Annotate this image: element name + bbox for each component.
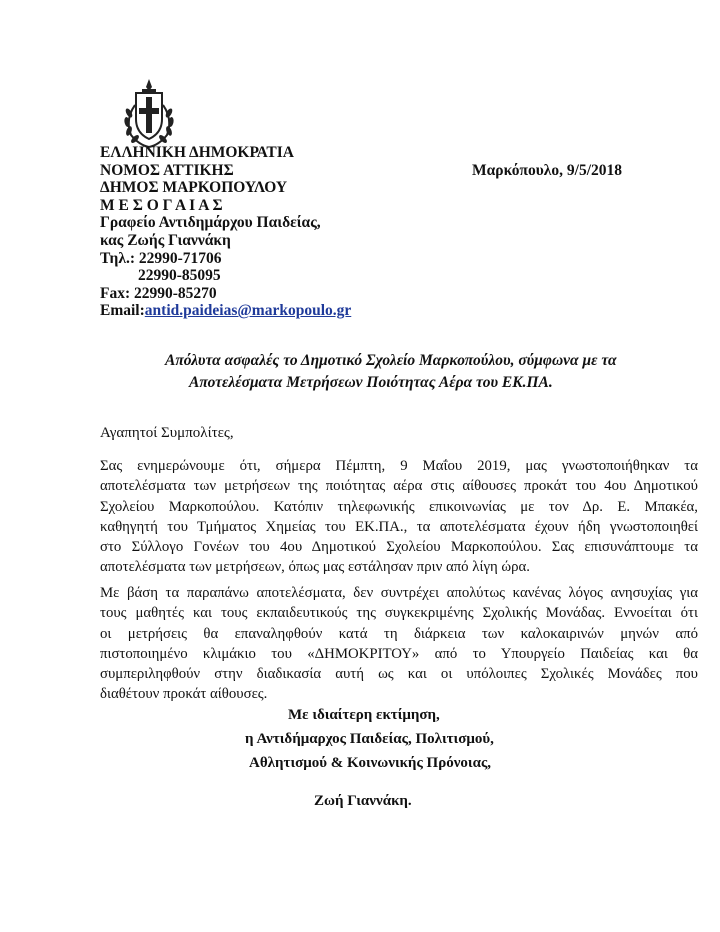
email-link[interactable]: antid.paideias@markopoulo.gr [144, 302, 352, 320]
paragraph-line: στο Σύλλογο Γονέων του 4ου Δημοτικού Σχολείου Μαρκοπούλου. Σας επισυνάπτουμε τα [100, 539, 698, 556]
email-label: Email: [100, 302, 145, 320]
sender-header [100, 144, 351, 320]
signature-role: η Αντιδήμαρχος Παιδείας, Πολιτισμού, [245, 731, 494, 747]
signature-role-continued: Αθλητισμού & Κοινωνικής Πρόνοιας, [249, 755, 492, 771]
paragraph-line: Σας ενημερώνουμε ότι, σήμερα Πέμπτη, 9 Μαΐου 2019, μας γνωστοποιήθηκαν τα [100, 458, 698, 474]
document-title-line2: Αποτελέσματα Μετρήσεων Ποιότητας Αέρα του ΕΚ.ΠΑ. [189, 374, 553, 391]
header-line-prefecture: ΝΟΜΟΣ ΑΤΤΙΚΗΣ [100, 161, 234, 179]
header-line-office: Γραφείο Αντιδημάρχου Παιδείας, [100, 214, 321, 232]
signature-closing: Με ιδιαίτερη εκτίμηση, [288, 707, 440, 723]
paragraph-line: τους μαθητές και τους εκπαιδευτικούς της συγκεκριμένης Σχολικής Μονάδας. Εννοείται ότι [100, 605, 698, 622]
paragraph-line: πιστοποιημένο κλιμάκιο του «ΔΗΜΟΚΡΙΤΟΥ» από το Υπουργείο Παιδείας και θα [100, 645, 698, 662]
document-title-line1: Απόλυτα ασφαλές το Δημοτικό Σχολείο Μαρκοπούλου, σύμφωνα με τα [165, 352, 617, 369]
document-date: Μαρκόπουλο, 9/5/2018 [472, 162, 622, 179]
header-line-municipality: ΔΗΜΟΣ ΜΑΡΚΟΠΟΥΛΟΥ [100, 179, 288, 197]
signature-name: Ζωή Γιαννάκη. [314, 793, 412, 809]
header-line-email [100, 302, 351, 320]
paragraph-line: αποτελέσματα των μετρήσεων, όπως μας εστάλησαν πριν από λίγη ώρα. [100, 559, 530, 576]
header-line-phone2: 22990-85095 [138, 267, 221, 285]
paragraph-line: συμπεριληφθούν στην διαδικασία αυτή ως και οι υπόλοιπες Σχολικές Μονάδες που [100, 666, 698, 683]
greeting: Αγαπητοί Συμπολίτες, [100, 425, 234, 441]
header-line-fax: Fax: 22990-85270 [100, 284, 217, 302]
header-line-country: ΕΛΛΗΝΙΚΗ ΔΗΜΟΚΡΑΤΙΑ [100, 144, 294, 161]
paragraph-line: αποτελέσματα των μετρήσεων της ποιότητας αέρα στις αίθουσες προκάτ του 4ου Δημοτικού [100, 478, 698, 495]
paragraph-line: οι μετρήσεις θα επαναληφθούν κατά τη διάρκεια των καλοκαιρινών μηνών από [100, 625, 698, 642]
paragraph-conclusion [100, 583, 698, 705]
paragraph-line: Με βάση τα παραπάνω αποτελέσματα, δεν συντρέχει απολύτως κανένας λόγος ανησυχίας για [100, 585, 698, 601]
header-line-officer: κας Ζωής Γιαννάκη [100, 231, 231, 249]
paragraph-announcement [100, 456, 698, 578]
paragraph-line: Σχολείου Μαρκοπούλου. Κατόπιν τηλεφωνικής επικοινωνίας με τον Δρ. Ε. Μπακέα, [100, 498, 698, 515]
header-line-phone1: Τηλ.: 22990-71706 [100, 249, 222, 267]
paragraph-line: διαθέτουν προκάτ αίθουσες. [100, 686, 268, 703]
paragraph-line: καθηγητή του Τμήματος Χημείας του ΕΚ.ΠΑ., τα αποτελέσματα έχουν ήδη γνωστοποιηθεί [100, 518, 698, 535]
greek-state-emblem [121, 75, 177, 149]
header-line-region: Μ Ε Σ Ο Γ Α Ι Α Σ [100, 196, 223, 214]
